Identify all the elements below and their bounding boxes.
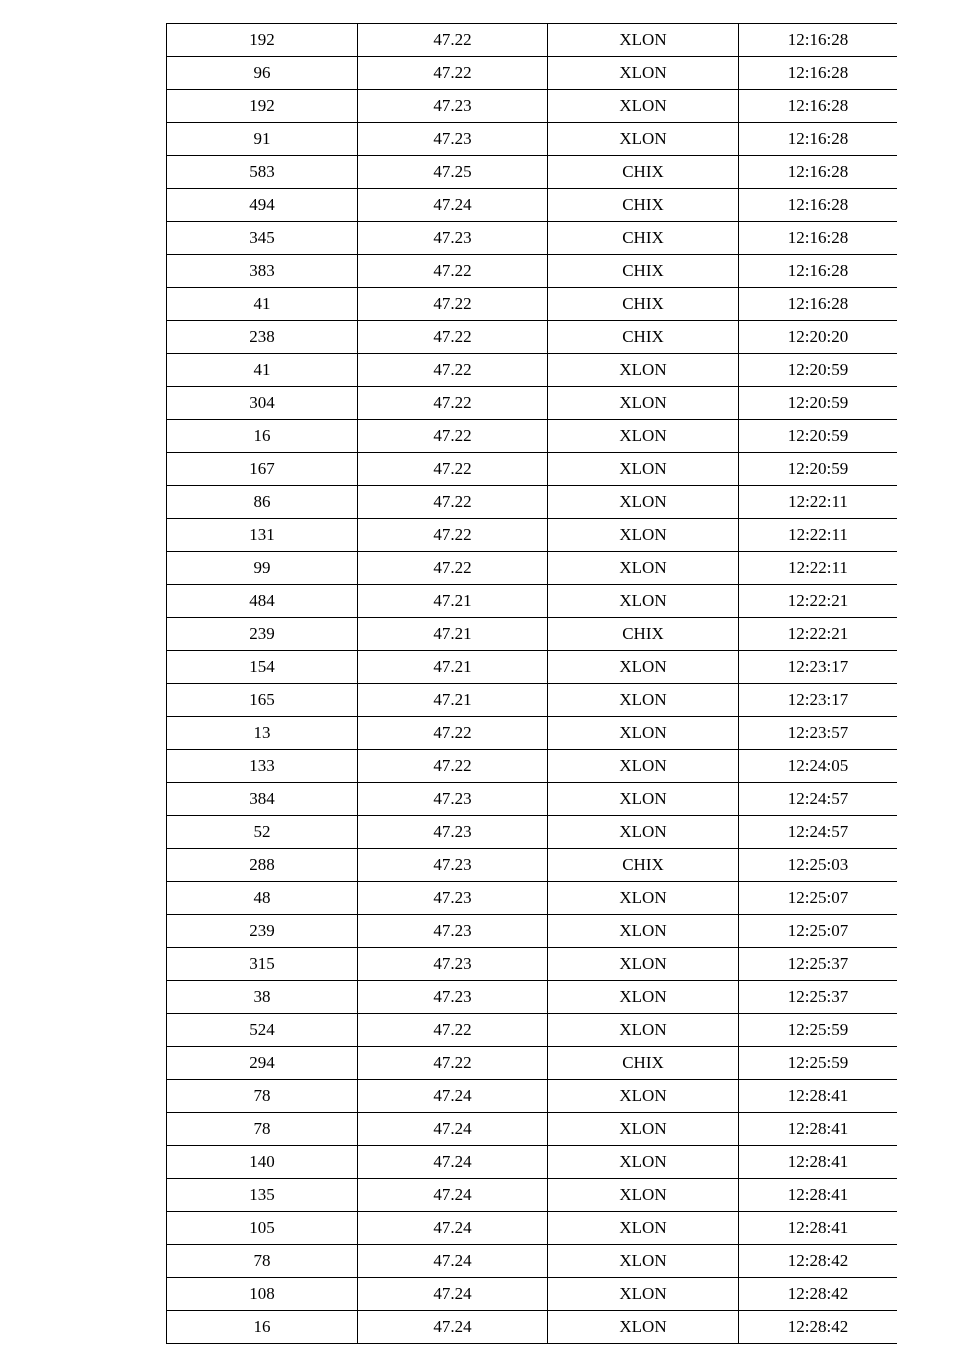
time-cell: 12:28:41 (739, 1080, 898, 1113)
time-cell: 12:16:28 (739, 24, 898, 57)
time-cell: 12:20:59 (739, 453, 898, 486)
price-cell: 47.22 (358, 750, 548, 783)
time-cell: 12:16:28 (739, 156, 898, 189)
volume-cell: 524 (167, 1014, 358, 1047)
time-cell: 12:23:57 (739, 717, 898, 750)
price-cell: 47.21 (358, 618, 548, 651)
time-cell: 12:20:20 (739, 321, 898, 354)
price-cell: 47.22 (358, 1047, 548, 1080)
volume-cell: 239 (167, 915, 358, 948)
venue-cell: XLON (548, 717, 739, 750)
time-cell: 12:25:07 (739, 915, 898, 948)
venue-cell: XLON (548, 453, 739, 486)
time-cell: 12:16:28 (739, 255, 898, 288)
venue-cell: XLON (548, 1212, 739, 1245)
transactions-table-body (167, 24, 898, 1344)
table-row (167, 717, 898, 750)
venue-cell: CHIX (548, 156, 739, 189)
venue-cell: CHIX (548, 618, 739, 651)
price-cell: 47.22 (358, 420, 548, 453)
volume-cell: 383 (167, 255, 358, 288)
volume-cell: 140 (167, 1146, 358, 1179)
volume-cell: 105 (167, 1212, 358, 1245)
table-row (167, 750, 898, 783)
volume-cell: 583 (167, 156, 358, 189)
volume-cell: 78 (167, 1080, 358, 1113)
venue-cell: XLON (548, 1080, 739, 1113)
price-cell: 47.22 (358, 24, 548, 57)
venue-cell: XLON (548, 1311, 739, 1344)
venue-cell: XLON (548, 1179, 739, 1212)
venue-cell: CHIX (548, 222, 739, 255)
table-row (167, 981, 898, 1014)
price-cell: 47.22 (358, 354, 548, 387)
price-cell: 47.21 (358, 651, 548, 684)
time-cell: 12:16:28 (739, 123, 898, 156)
time-cell: 12:23:17 (739, 684, 898, 717)
price-cell: 47.22 (358, 57, 548, 90)
venue-cell: XLON (548, 420, 739, 453)
volume-cell: 78 (167, 1245, 358, 1278)
price-cell: 47.24 (358, 1278, 548, 1311)
table-row (167, 156, 898, 189)
volume-cell: 108 (167, 1278, 358, 1311)
table-row (167, 453, 898, 486)
time-cell: 12:23:17 (739, 651, 898, 684)
time-cell: 12:24:57 (739, 816, 898, 849)
table-row (167, 354, 898, 387)
venue-cell: XLON (548, 1014, 739, 1047)
price-cell: 47.22 (358, 453, 548, 486)
time-cell: 12:25:37 (739, 981, 898, 1014)
table-row (167, 783, 898, 816)
volume-cell: 13 (167, 717, 358, 750)
table-row (167, 651, 898, 684)
time-cell: 12:22:11 (739, 519, 898, 552)
time-cell: 12:20:59 (739, 354, 898, 387)
price-cell: 47.23 (358, 222, 548, 255)
table-row (167, 1080, 898, 1113)
volume-cell: 96 (167, 57, 358, 90)
venue-cell: XLON (548, 1146, 739, 1179)
venue-cell: XLON (548, 816, 739, 849)
venue-cell: CHIX (548, 288, 739, 321)
table-row (167, 1146, 898, 1179)
table-row (167, 1047, 898, 1080)
time-cell: 12:25:03 (739, 849, 898, 882)
price-cell: 47.22 (358, 486, 548, 519)
price-cell: 47.25 (358, 156, 548, 189)
volume-cell: 41 (167, 354, 358, 387)
volume-cell: 91 (167, 123, 358, 156)
venue-cell: XLON (548, 123, 739, 156)
volume-cell: 41 (167, 288, 358, 321)
price-cell: 47.22 (358, 552, 548, 585)
time-cell: 12:25:37 (739, 948, 898, 981)
table-row (167, 948, 898, 981)
table-row (167, 90, 898, 123)
table-row (167, 585, 898, 618)
venue-cell: XLON (548, 684, 739, 717)
venue-cell: XLON (548, 585, 739, 618)
price-cell: 47.21 (358, 585, 548, 618)
table-row (167, 24, 898, 57)
price-cell: 47.24 (358, 1311, 548, 1344)
table-row (167, 1113, 898, 1146)
time-cell: 12:25:59 (739, 1014, 898, 1047)
volume-cell: 294 (167, 1047, 358, 1080)
table-row (167, 684, 898, 717)
price-cell: 47.24 (358, 1179, 548, 1212)
time-cell: 12:28:41 (739, 1113, 898, 1146)
table-row (167, 1245, 898, 1278)
price-cell: 47.23 (358, 816, 548, 849)
volume-cell: 131 (167, 519, 358, 552)
time-cell: 12:25:07 (739, 882, 898, 915)
venue-cell: XLON (548, 354, 739, 387)
time-cell: 12:25:59 (739, 1047, 898, 1080)
venue-cell: CHIX (548, 1047, 739, 1080)
price-cell: 47.23 (358, 981, 548, 1014)
table-row (167, 519, 898, 552)
time-cell: 12:28:41 (739, 1146, 898, 1179)
volume-cell: 304 (167, 387, 358, 420)
volume-cell: 345 (167, 222, 358, 255)
time-cell: 12:16:28 (739, 189, 898, 222)
table-row (167, 255, 898, 288)
venue-cell: XLON (548, 1278, 739, 1311)
table-row (167, 1278, 898, 1311)
time-cell: 12:16:28 (739, 90, 898, 123)
price-cell: 47.23 (358, 90, 548, 123)
volume-cell: 192 (167, 90, 358, 123)
volume-cell: 99 (167, 552, 358, 585)
venue-cell: XLON (548, 882, 739, 915)
price-cell: 47.23 (358, 123, 548, 156)
time-cell: 12:22:21 (739, 618, 898, 651)
price-cell: 47.23 (358, 882, 548, 915)
table-row (167, 420, 898, 453)
volume-cell: 315 (167, 948, 358, 981)
volume-cell: 484 (167, 585, 358, 618)
time-cell: 12:28:42 (739, 1311, 898, 1344)
time-cell: 12:24:05 (739, 750, 898, 783)
price-cell: 47.23 (358, 783, 548, 816)
table-row (167, 387, 898, 420)
table-row (167, 222, 898, 255)
price-cell: 47.23 (358, 849, 548, 882)
volume-cell: 165 (167, 684, 358, 717)
time-cell: 12:20:59 (739, 420, 898, 453)
venue-cell: XLON (548, 1113, 739, 1146)
volume-cell: 48 (167, 882, 358, 915)
time-cell: 12:22:21 (739, 585, 898, 618)
venue-cell: XLON (548, 651, 739, 684)
venue-cell: CHIX (548, 321, 739, 354)
time-cell: 12:16:28 (739, 288, 898, 321)
volume-cell: 238 (167, 321, 358, 354)
table-row (167, 1212, 898, 1245)
venue-cell: XLON (548, 1245, 739, 1278)
price-cell: 47.22 (358, 717, 548, 750)
price-cell: 47.24 (358, 1245, 548, 1278)
price-cell: 47.24 (358, 1146, 548, 1179)
time-cell: 12:20:59 (739, 387, 898, 420)
price-cell: 47.21 (358, 684, 548, 717)
time-cell: 12:28:42 (739, 1245, 898, 1278)
price-cell: 47.22 (358, 321, 548, 354)
venue-cell: CHIX (548, 849, 739, 882)
venue-cell: XLON (548, 486, 739, 519)
venue-cell: XLON (548, 387, 739, 420)
table-row (167, 1311, 898, 1344)
table-row (167, 882, 898, 915)
table-row (167, 618, 898, 651)
volume-cell: 16 (167, 1311, 358, 1344)
volume-cell: 133 (167, 750, 358, 783)
table-row (167, 552, 898, 585)
table-row (167, 288, 898, 321)
volume-cell: 52 (167, 816, 358, 849)
venue-cell: XLON (548, 915, 739, 948)
venue-cell: XLON (548, 948, 739, 981)
transactions-table (166, 23, 897, 1344)
venue-cell: XLON (548, 981, 739, 1014)
table-row (167, 189, 898, 222)
venue-cell: XLON (548, 519, 739, 552)
price-cell: 47.24 (358, 1212, 548, 1245)
table-row (167, 486, 898, 519)
volume-cell: 135 (167, 1179, 358, 1212)
table-row (167, 57, 898, 90)
venue-cell: XLON (548, 552, 739, 585)
time-cell: 12:24:57 (739, 783, 898, 816)
venue-cell: XLON (548, 750, 739, 783)
volume-cell: 384 (167, 783, 358, 816)
volume-cell: 86 (167, 486, 358, 519)
volume-cell: 38 (167, 981, 358, 1014)
time-cell: 12:16:28 (739, 222, 898, 255)
time-cell: 12:16:28 (739, 57, 898, 90)
price-cell: 47.22 (358, 1014, 548, 1047)
time-cell: 12:28:42 (739, 1278, 898, 1311)
time-cell: 12:22:11 (739, 486, 898, 519)
price-cell: 47.23 (358, 948, 548, 981)
price-cell: 47.22 (358, 519, 548, 552)
venue-cell: XLON (548, 783, 739, 816)
volume-cell: 16 (167, 420, 358, 453)
venue-cell: XLON (548, 57, 739, 90)
price-cell: 47.22 (358, 288, 548, 321)
price-cell: 47.24 (358, 1113, 548, 1146)
venue-cell: CHIX (548, 255, 739, 288)
volume-cell: 167 (167, 453, 358, 486)
price-cell: 47.24 (358, 189, 548, 222)
volume-cell: 192 (167, 24, 358, 57)
table-row (167, 123, 898, 156)
table-row (167, 915, 898, 948)
table-row (167, 1179, 898, 1212)
price-cell: 47.24 (358, 1080, 548, 1113)
venue-cell: XLON (548, 24, 739, 57)
table-row (167, 816, 898, 849)
price-cell: 47.22 (358, 255, 548, 288)
volume-cell: 239 (167, 618, 358, 651)
volume-cell: 154 (167, 651, 358, 684)
price-cell: 47.22 (358, 387, 548, 420)
table-row (167, 321, 898, 354)
volume-cell: 288 (167, 849, 358, 882)
volume-cell: 494 (167, 189, 358, 222)
table-row (167, 849, 898, 882)
time-cell: 12:28:41 (739, 1179, 898, 1212)
time-cell: 12:22:11 (739, 552, 898, 585)
venue-cell: CHIX (548, 189, 739, 222)
time-cell: 12:28:41 (739, 1212, 898, 1245)
table-row (167, 1014, 898, 1047)
venue-cell: XLON (548, 90, 739, 123)
price-cell: 47.23 (358, 915, 548, 948)
volume-cell: 78 (167, 1113, 358, 1146)
